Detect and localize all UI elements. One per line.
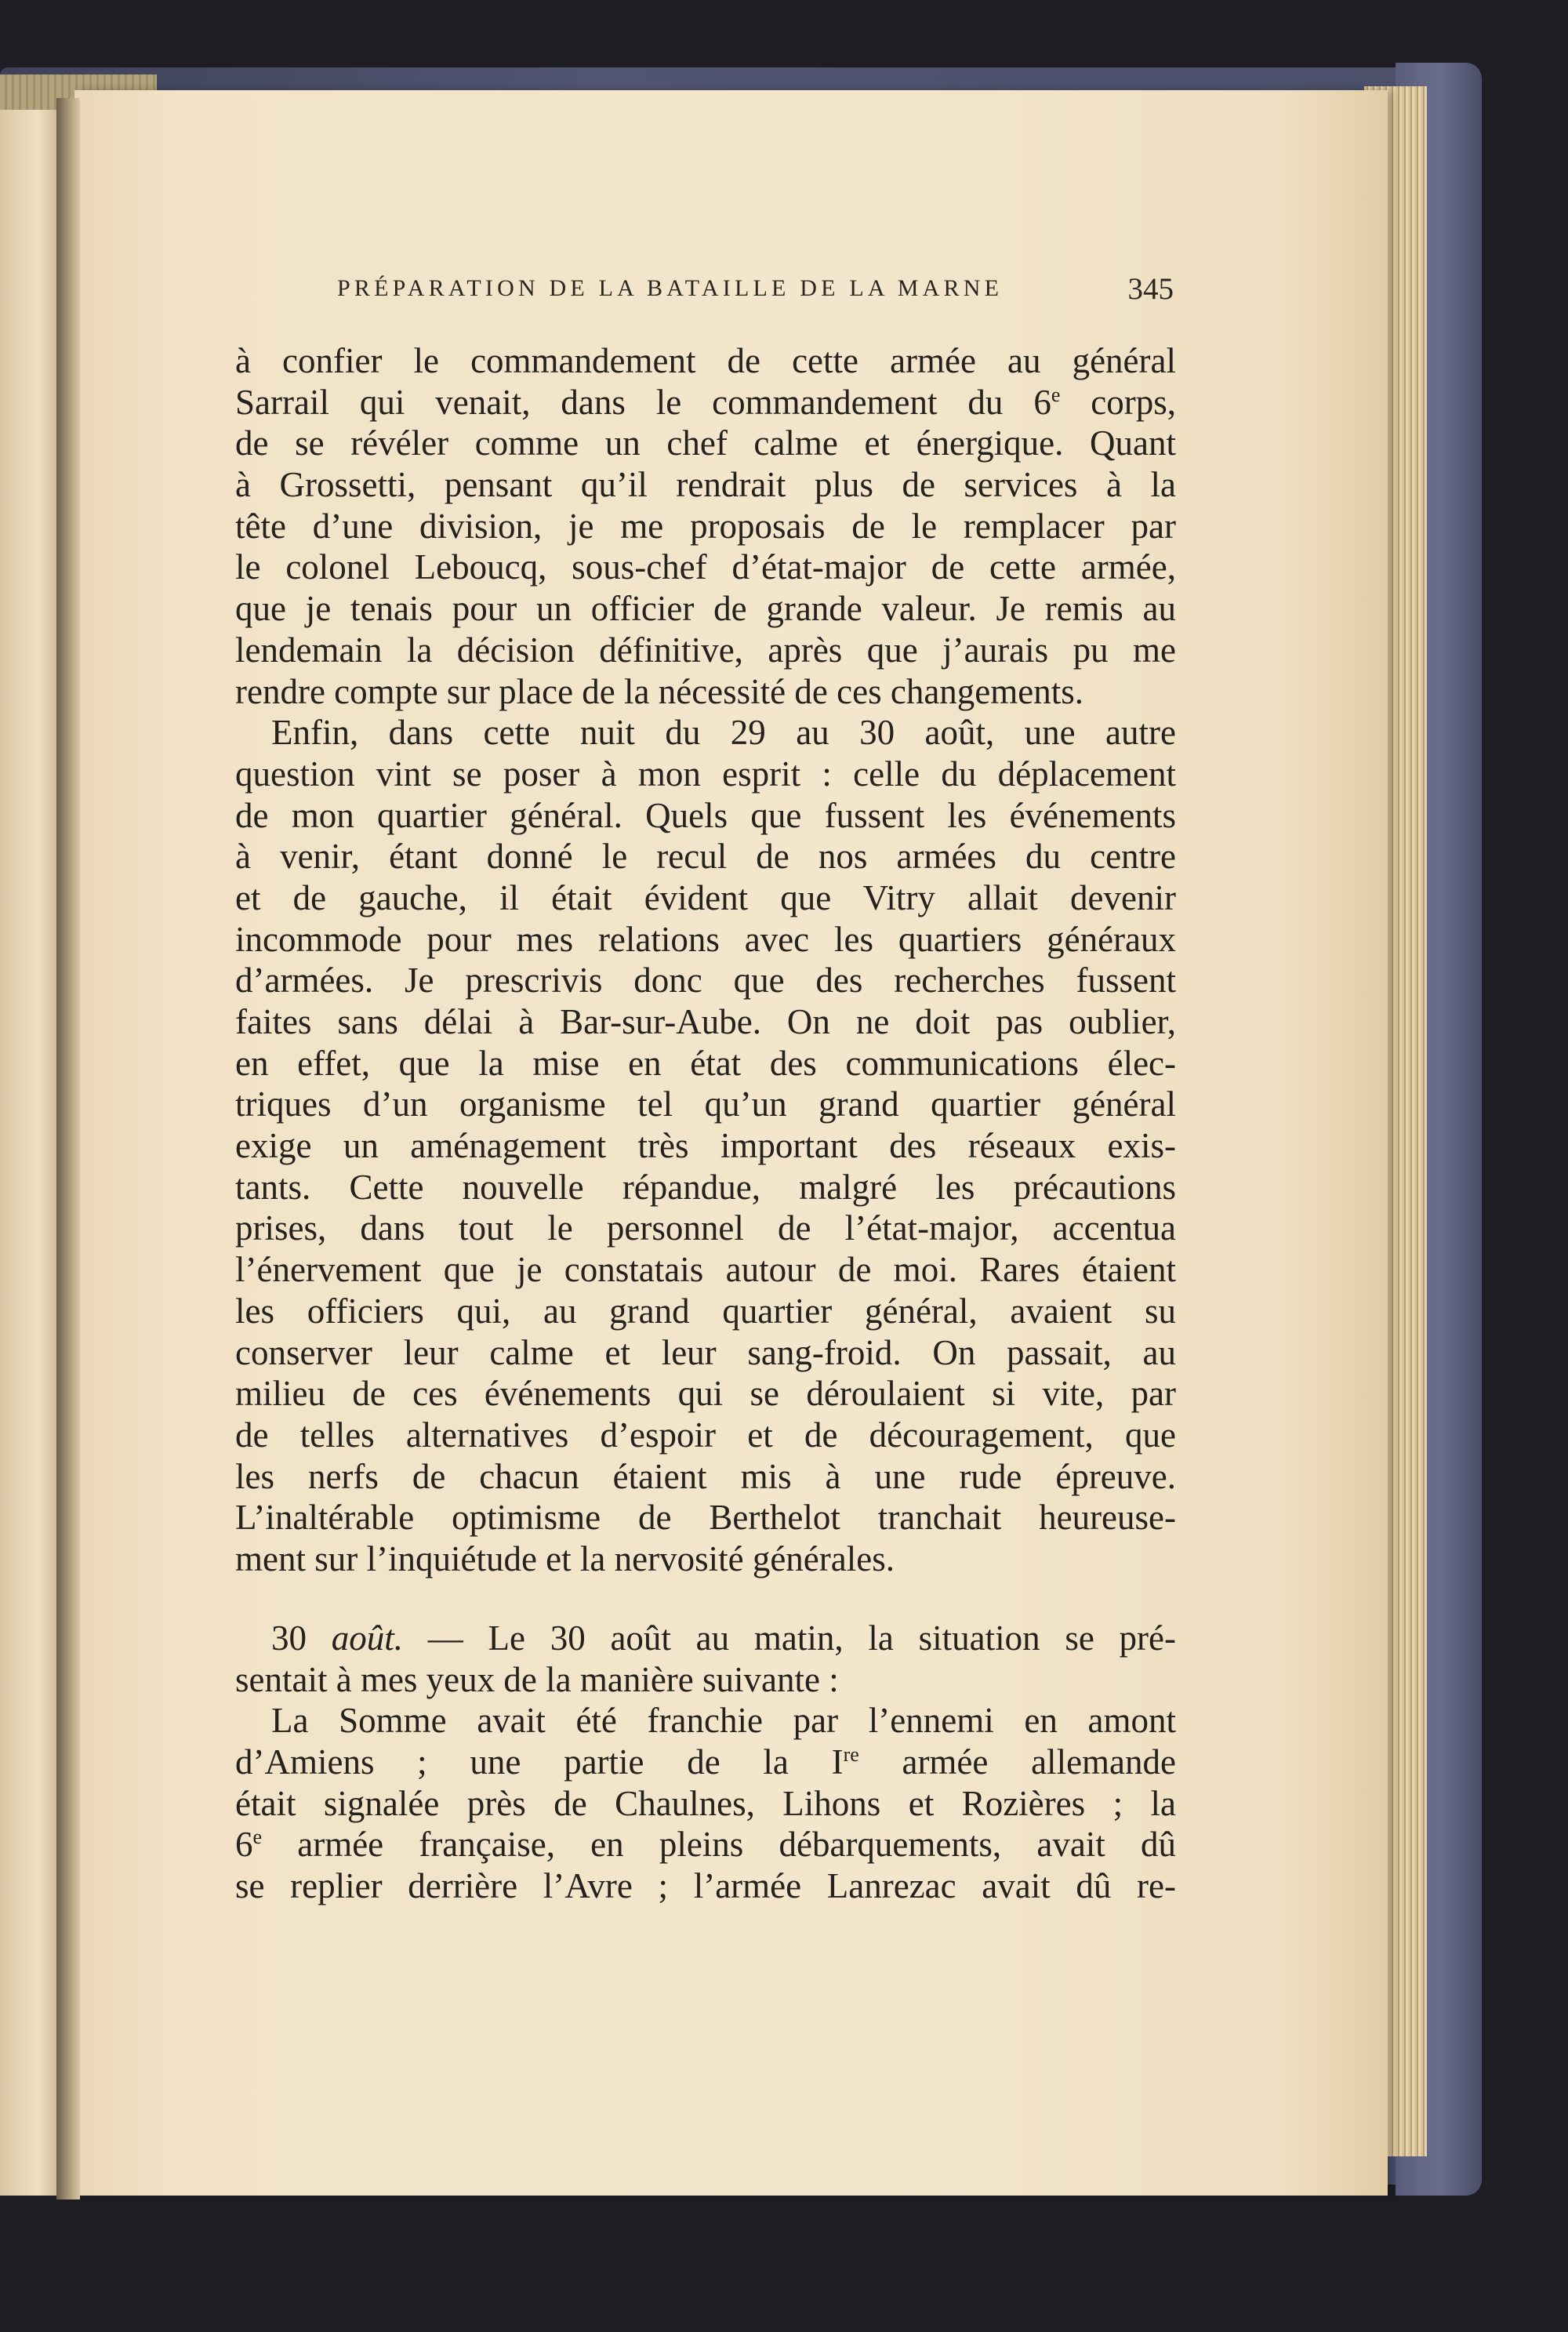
text-line: et de gauche, il était évident que Vitry allait devenir <box>235 877 1176 917</box>
text-segment: corps, <box>1060 382 1176 422</box>
text-segment: — Le 30 août au matin, la situation se pré- <box>403 1618 1176 1658</box>
text-line: incommode pour mes relations avec les quartiers généraux <box>235 919 1176 959</box>
text-line: L’inaltérable optimisme de Berthelot tranchait heureuse- <box>235 1498 1176 1538</box>
text-line <box>235 1742 1176 1783</box>
text-segment: armée allemande <box>858 1742 1176 1782</box>
text-line <box>235 1824 1176 1865</box>
text-line: en effet, que la mise en état des communications élec- <box>235 1043 1176 1083</box>
superscript: e <box>1051 383 1061 406</box>
text-line <box>235 382 1176 423</box>
facing-page <box>0 110 63 2196</box>
superscript: e <box>252 1825 263 1849</box>
text-line: ment sur l’inquiétude et la nervosité générales. <box>235 1538 895 1578</box>
body-text-block-2 <box>235 1618 1176 1907</box>
text-line: conserver leur calme et leur sang-froid. On passait, au <box>235 1332 1176 1372</box>
text-line: sentait à mes yeux de la manière suivante : <box>235 1659 839 1699</box>
text-line: La Somme avait été franchie par l’ennemi en amont <box>271 1701 1176 1741</box>
text-line: milieu de ces événements qui se déroulaient si vite, par <box>235 1374 1176 1414</box>
text-line: à venir, étant donné le recul de nos armées du centre <box>235 837 1176 877</box>
text-line: lendemain la décision définitive, après que j’aurais pu me <box>235 630 1176 670</box>
text-line: à Grossetti, pensant qu’il rendrait plus de services à la <box>235 465 1176 505</box>
text-segment: Sarrail qui venait, dans le commandement du 6 <box>235 382 1051 422</box>
page-number: 345 <box>1127 272 1174 306</box>
text-segment: armée française, en pleins débarquements, avait dû <box>262 1825 1176 1865</box>
text-line: rendre compte sur place de la nécessité de ces changements. <box>235 671 1083 711</box>
body-text-block-1 <box>235 340 1176 1580</box>
gutter <box>56 98 80 2199</box>
text-line: de se révéler comme un chef calme et énergique. Quant <box>235 423 1176 463</box>
text-line: tants. Cette nouvelle répandue, malgré les précautions <box>235 1167 1176 1207</box>
superscript: re <box>843 1743 859 1767</box>
text-line: d’armées. Je prescrivis donc que des recherches fussent <box>235 961 1176 1001</box>
text-line: les nerfs de chacun étaient mis à une rude épreuve. <box>235 1456 1176 1496</box>
text-segment: 6 <box>235 1825 253 1865</box>
text-line: de mon quartier général. Quels que fussent les événements <box>235 795 1176 835</box>
text-line: le colonel Leboucq, sous-chef d’état-major de cette armée, <box>235 547 1176 587</box>
text-line: faites sans délai à Bar-sur-Aube. On ne doit pas oublier, <box>235 1002 1176 1041</box>
date-heading: août. <box>331 1618 404 1658</box>
text-line: se replier derrière l’Avre ; l’armée Lanrezac avait dû re- <box>235 1866 1176 1906</box>
text-line: l’énervement que je constatais autour de moi. Rares étaient <box>235 1250 1176 1290</box>
text-segment: 30 <box>271 1618 332 1658</box>
text-line: prises, dans tout le personnel de l’état-major, accentua <box>235 1208 1176 1248</box>
text-line: les officiers qui, au grand quartier général, avaient su <box>235 1291 1176 1331</box>
text-line: triques d’un organisme tel qu’un grand quartier général <box>235 1084 1176 1124</box>
text-line: question vint se poser à mon esprit : celle du déplacement <box>235 754 1176 794</box>
text-line: que je tenais pour un officier de grande valeur. Je remis au <box>235 589 1176 629</box>
text-line: à confier le commandement de cette armée au général <box>235 341 1176 380</box>
text-line: tête d’une division, je me proposais de le remplacer par <box>235 506 1176 546</box>
running-head: PRÉPARATION DE LA BATAILLE DE LA MARNE <box>337 275 1004 301</box>
text-segment: d’Amiens ; une partie de la I <box>235 1742 844 1782</box>
text-line: exige un aménagement très important des réseaux exis- <box>235 1126 1176 1166</box>
text-line <box>235 1618 1176 1659</box>
text-line: Enfin, dans cette nuit du 29 au 30 août, une autre <box>271 713 1176 753</box>
text-line: de telles alternatives d’espoir et de découragement, que <box>235 1415 1176 1455</box>
text-line: était signalée près de Chaulnes, Lihons et Rozières ; la <box>235 1783 1176 1823</box>
